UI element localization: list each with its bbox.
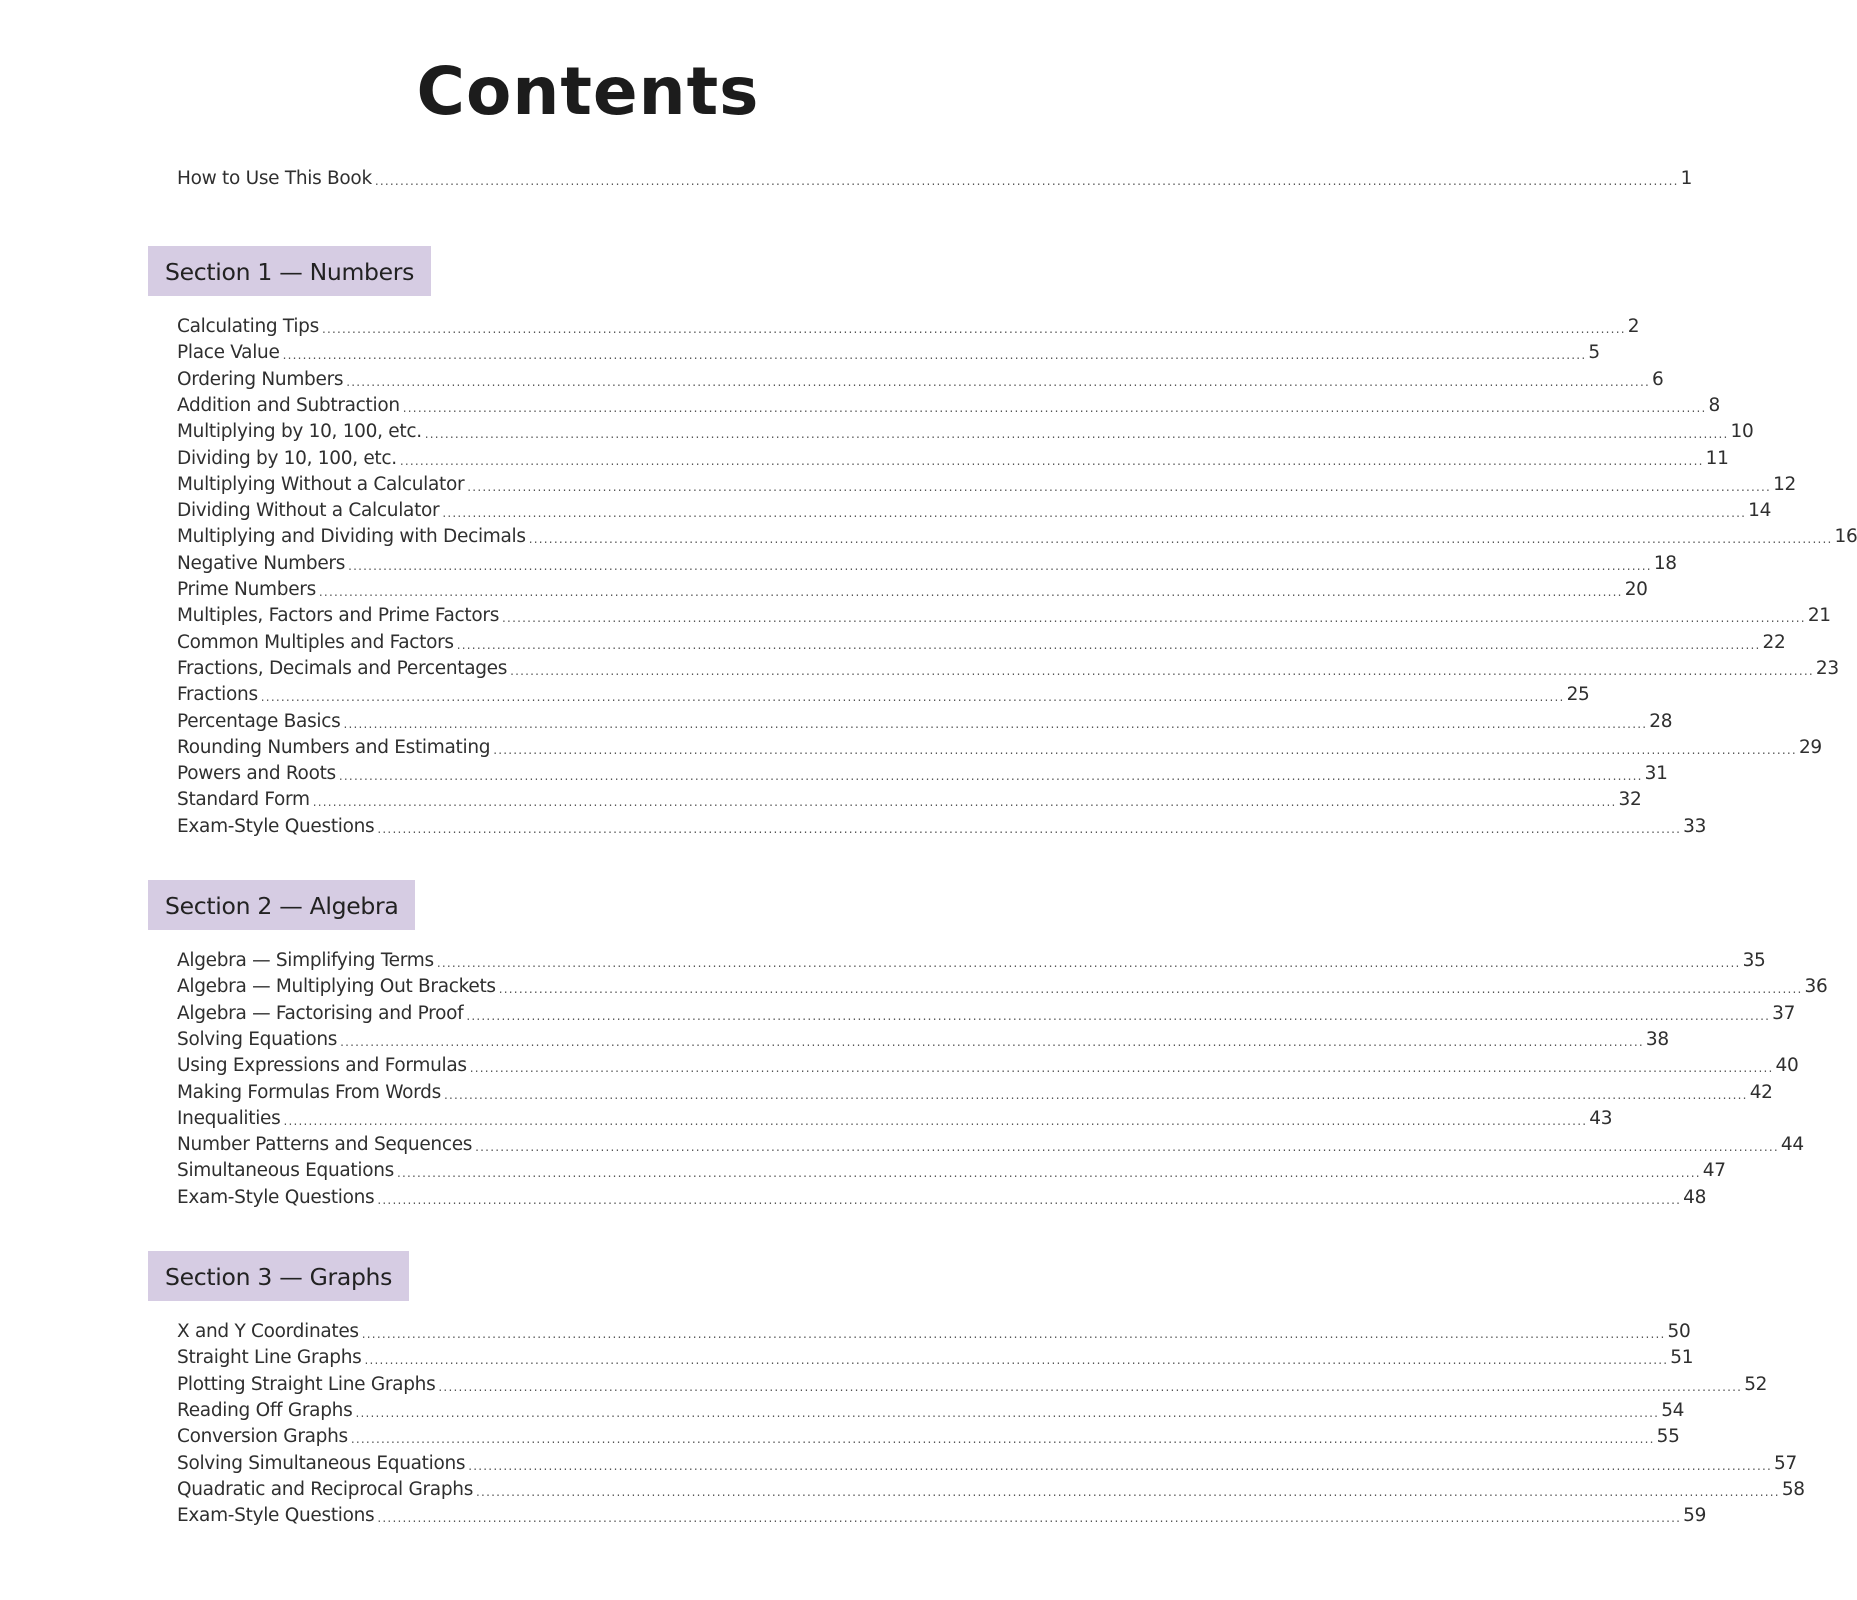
toc-entry[interactable] <box>177 761 1668 787</box>
toc-entry-label: Conversion Graphs <box>177 1426 348 1448</box>
toc-entry[interactable] <box>177 1398 1685 1424</box>
dot-leader: .................................................................................................................................................................................................................................................................... <box>374 174 1679 188</box>
toc-entry-how-to-use[interactable] <box>177 166 1693 192</box>
dot-leader: .................................................................................................................................................................................................................................................................... <box>338 769 1643 784</box>
dot-leader: .................................................................................................................................................................................................................................................................... <box>377 1192 1682 1207</box>
toc-entry-page-number: 5 <box>1588 342 1600 364</box>
toc-entry-page-number: 40 <box>1775 1055 1799 1077</box>
dot-leader: .................................................................................................................................................................................................................................................................... <box>493 742 1797 757</box>
dot-leader: .................................................................................................................................................................................................................................................................... <box>364 1353 1669 1368</box>
toc-entry[interactable] <box>177 314 1640 340</box>
toc-entry-page-number: 14 <box>1748 500 1772 522</box>
toc-entry-page-number: 50 <box>1667 1321 1691 1342</box>
dot-leader: .................................................................................................................................................................................................................................................................... <box>438 1379 1743 1394</box>
toc-entry-page-number: 52 <box>1744 1373 1768 1395</box>
toc-entry[interactable] <box>177 974 1828 1000</box>
toc-entry-page-number: 16 <box>1834 526 1857 548</box>
toc-entry-page-number: 31 <box>1644 763 1668 785</box>
toc-entry[interactable] <box>177 1053 1799 1079</box>
toc-entry-label: Simultaneous Equations <box>177 1160 394 1182</box>
toc-entry-page-number: 33 <box>1683 815 1707 837</box>
toc-entry-label: Plotting Straight Line Graphs <box>177 1373 436 1395</box>
toc-entry-label: Making Formulas From Words <box>177 1081 441 1103</box>
dot-leader: .................................................................................................................................................................................................................................................................... <box>399 453 1704 468</box>
toc-entry-page-number: 57 <box>1774 1452 1797 1474</box>
dot-leader: .................................................................................................................................................................................................................................................................... <box>260 690 1565 705</box>
section-header: Section 1 — Numbers <box>148 246 431 296</box>
toc-entry-page-number: 58 <box>1781 1478 1805 1500</box>
toc-entry-page-number: 36 <box>1804 976 1828 998</box>
toc-entry-label: Algebra — Simplifying Terms <box>177 950 434 971</box>
toc-entry-page-number: 51 <box>1670 1347 1694 1369</box>
toc-entry-page-number: 10 <box>1730 421 1754 443</box>
toc-entry-label: Inequalities <box>177 1107 281 1129</box>
dot-leader: .................................................................................................................................................................................................................................................................... <box>350 1432 1655 1447</box>
toc-entry-page-number: 8 <box>1708 394 1721 416</box>
toc-entry[interactable] <box>177 1503 1707 1529</box>
toc-entry[interactable] <box>177 1345 1694 1371</box>
toc-entry-label: Multiples, Factors and Prime Factors <box>177 605 500 627</box>
dot-leader: .................................................................................................................................................................................................................................................................... <box>502 611 1806 626</box>
dot-leader: .................................................................................................................................................................................................................................................................... <box>397 1166 1701 1181</box>
dot-leader: .................................................................................................................................................................................................................................................................... <box>355 1405 1660 1420</box>
dot-leader: .................................................................................................................................................................................................................................................................... <box>321 322 1626 336</box>
dot-leader: .................................................................................................................................................................................................................................................................... <box>318 585 1623 599</box>
page-title: Contents <box>416 53 760 130</box>
toc-entry[interactable] <box>177 498 1772 524</box>
dot-leader: .................................................................................................................................................................................................................................................................... <box>340 1034 1644 1049</box>
toc-entry-label: Calculating Tips <box>177 316 319 337</box>
toc-entry[interactable] <box>177 1132 1804 1158</box>
toc-entry-page-number: 11 <box>1705 447 1729 469</box>
dot-leader: .................................................................................................................................................................................................................................................................... <box>283 1113 1588 1128</box>
toc-entry-page-number: 32 <box>1618 789 1642 811</box>
section-header: Section 2 — Algebra <box>148 880 415 930</box>
toc-entry-page-number: 48 <box>1683 1186 1707 1208</box>
dot-leader: .................................................................................................................................................................................................................................................................... <box>377 821 1682 836</box>
toc-entry-page-number: 12 <box>1773 473 1797 495</box>
toc-entry[interactable] <box>177 1451 1797 1477</box>
toc-entry[interactable] <box>177 735 1822 761</box>
toc-entry[interactable] <box>177 1027 1669 1053</box>
toc-entry-page-number: 25 <box>1566 684 1590 706</box>
toc-entry[interactable] <box>177 419 1754 445</box>
toc-entry[interactable] <box>177 472 1797 498</box>
toc-entry-label: Fractions <box>177 684 258 706</box>
toc-entry[interactable] <box>177 1477 1805 1503</box>
toc-entry-label: Straight Line Graphs <box>177 1347 362 1369</box>
toc-entry-page-number: 1 <box>1680 168 1693 189</box>
dot-leader: .................................................................................................................................................................................................................................................................... <box>456 637 1761 652</box>
toc-entry[interactable] <box>177 446 1729 472</box>
toc-entry[interactable] <box>177 1158 1726 1184</box>
toc-entry[interactable] <box>177 524 1857 550</box>
toc-entry-page-number: 21 <box>1807 605 1831 627</box>
toc-entry[interactable] <box>177 393 1721 419</box>
dot-leader: .................................................................................................................................................................................................................................................................... <box>528 532 1833 547</box>
toc-entry-label: Solving Simultaneous Equations <box>177 1452 466 1474</box>
toc-entry-page-number: 20 <box>1624 579 1648 600</box>
dot-leader: .................................................................................................................................................................................................................................................................... <box>468 1458 1773 1473</box>
dot-leader: .................................................................................................................................................................................................................................................................... <box>442 506 1747 521</box>
toc-entry[interactable] <box>177 948 1766 974</box>
toc-entry-label: Multiplying Without a Calculator <box>177 473 465 495</box>
toc-entry-label: How to Use This Book <box>177 168 372 189</box>
toc-entry-label: Prime Numbers <box>177 579 316 600</box>
dot-leader: .................................................................................................................................................................................................................................................................... <box>346 374 1650 389</box>
toc-entry-label: Standard Form <box>177 789 310 811</box>
toc-entry-page-number: 54 <box>1661 1399 1685 1421</box>
dot-leader: .................................................................................................................................................................................................................................................................... <box>361 1327 1666 1341</box>
toc-entry-label: Place Value <box>177 342 280 364</box>
dot-leader: .................................................................................................................................................................................................................................................................... <box>475 1140 1779 1155</box>
toc-entry-label: Multiplying and Dividing with Decimals <box>177 526 526 548</box>
toc-entry-label: Ordering Numbers <box>177 368 344 390</box>
toc-entry-label: Reading Off Graphs <box>177 1399 353 1421</box>
dot-leader: .................................................................................................................................................................................................................................................................... <box>469 1061 1774 1076</box>
toc-entry-page-number: 37 <box>1772 1002 1796 1024</box>
toc-entry-label: Dividing Without a Calculator <box>177 500 440 522</box>
toc-entry-page-number: 35 <box>1742 950 1766 971</box>
dot-leader: .................................................................................................................................................................................................................................................................... <box>443 1087 1748 1102</box>
toc-entry-page-number: 47 <box>1702 1160 1726 1182</box>
toc-entry[interactable] <box>177 1319 1691 1345</box>
toc-entry[interactable] <box>177 577 1648 603</box>
toc-entry[interactable] <box>177 630 1786 656</box>
toc-entry-page-number: 29 <box>1798 736 1822 758</box>
toc-entry-label: X and Y Coordinates <box>177 1321 359 1342</box>
toc-entry[interactable] <box>177 1372 1768 1398</box>
toc-entry-page-number: 44 <box>1780 1134 1804 1156</box>
toc-entry[interactable] <box>177 1106 1613 1132</box>
toc-entry-label: Dividing by 10, 100, etc. <box>177 447 397 469</box>
dot-leader: .................................................................................................................................................................................................................................................................... <box>348 558 1652 573</box>
toc-entry[interactable] <box>177 814 1707 840</box>
dot-leader: .................................................................................................................................................................................................................................................................... <box>476 1484 1780 1499</box>
toc-entry-label: Negative Numbers <box>177 552 346 574</box>
toc-entry-page-number: 6 <box>1651 368 1664 390</box>
toc-entry[interactable] <box>177 709 1673 735</box>
toc-entry-label: Solving Equations <box>177 1028 338 1050</box>
dot-leader: .................................................................................................................................................................................................................................................................... <box>402 400 1707 415</box>
dot-leader: .................................................................................................................................................................................................................................................................... <box>424 427 1729 442</box>
toc-entry-label: Percentage Basics <box>177 710 341 732</box>
toc-entry[interactable] <box>177 1424 1680 1450</box>
toc-entry-label: Number Patterns and Sequences <box>177 1134 473 1156</box>
toc-entry[interactable] <box>177 787 1642 813</box>
toc-entry-page-number: 43 <box>1589 1107 1613 1129</box>
toc-entry-label: Common Multiples and Factors <box>177 631 454 653</box>
toc-entry[interactable] <box>177 1185 1707 1211</box>
dot-leader: .................................................................................................................................................................................................................................................................... <box>436 956 1741 970</box>
toc-entry-label: Quadratic and Reciprocal Graphs <box>177 1478 474 1500</box>
dot-leader: .................................................................................................................................................................................................................................................................... <box>466 1008 1771 1023</box>
toc-entry[interactable] <box>177 1001 1796 1027</box>
dot-leader: .................................................................................................................................................................................................................................................................... <box>312 795 1617 810</box>
toc-entry-page-number: 59 <box>1683 1505 1707 1527</box>
toc-entry-label: Algebra — Multiplying Out Brackets <box>177 976 496 998</box>
toc-entry-label: Powers and Roots <box>177 763 336 785</box>
toc-entry[interactable] <box>177 1080 1773 1106</box>
toc-entry-page-number: 38 <box>1645 1028 1669 1050</box>
dot-leader: .................................................................................................................................................................................................................................................................... <box>282 348 1587 363</box>
toc-entry-page-number: 22 <box>1762 631 1786 653</box>
toc-entry-label: Algebra — Factorising and Proof <box>177 1002 464 1024</box>
toc-entry-label: Multiplying by 10, 100, etc. <box>177 421 422 443</box>
dot-leader: .................................................................................................................................................................................................................................................................... <box>498 982 1803 997</box>
toc-entry-label: Rounding Numbers and Estimating <box>177 736 491 758</box>
dot-leader: .................................................................................................................................................................................................................................................................... <box>510 663 1814 678</box>
toc-entry[interactable] <box>177 367 1664 393</box>
toc-entry[interactable] <box>177 340 1600 366</box>
section-header: Section 3 — Graphs <box>148 1251 409 1301</box>
toc-entry-label: Using Expressions and Formulas <box>177 1055 467 1077</box>
toc-entry[interactable] <box>177 682 1590 708</box>
toc-entry[interactable] <box>177 656 1839 682</box>
toc-entry-page-number: 55 <box>1656 1426 1680 1448</box>
toc-entry-label: Exam-Style Questions <box>177 1186 375 1208</box>
toc-entry[interactable] <box>177 603 1831 629</box>
toc-entry-label: Addition and Subtraction <box>177 394 400 416</box>
dot-leader: .................................................................................................................................................................................................................................................................... <box>343 716 1648 731</box>
dot-leader: .................................................................................................................................................................................................................................................................... <box>377 1511 1682 1526</box>
toc-entry-label: Exam-Style Questions <box>177 815 375 837</box>
toc-entry-page-number: 23 <box>1815 657 1839 679</box>
toc-entry-page-number: 18 <box>1653 552 1677 574</box>
toc-entry-label: Exam-Style Questions <box>177 1505 375 1527</box>
toc-entry-page-number: 28 <box>1649 710 1673 732</box>
dot-leader: .................................................................................................................................................................................................................................................................... <box>467 479 1772 494</box>
toc-entry-page-number: 2 <box>1627 316 1640 337</box>
toc-entry-label: Fractions, Decimals and Percentages <box>177 657 508 679</box>
toc-entry[interactable] <box>177 551 1677 577</box>
toc-entry-page-number: 42 <box>1749 1081 1773 1103</box>
